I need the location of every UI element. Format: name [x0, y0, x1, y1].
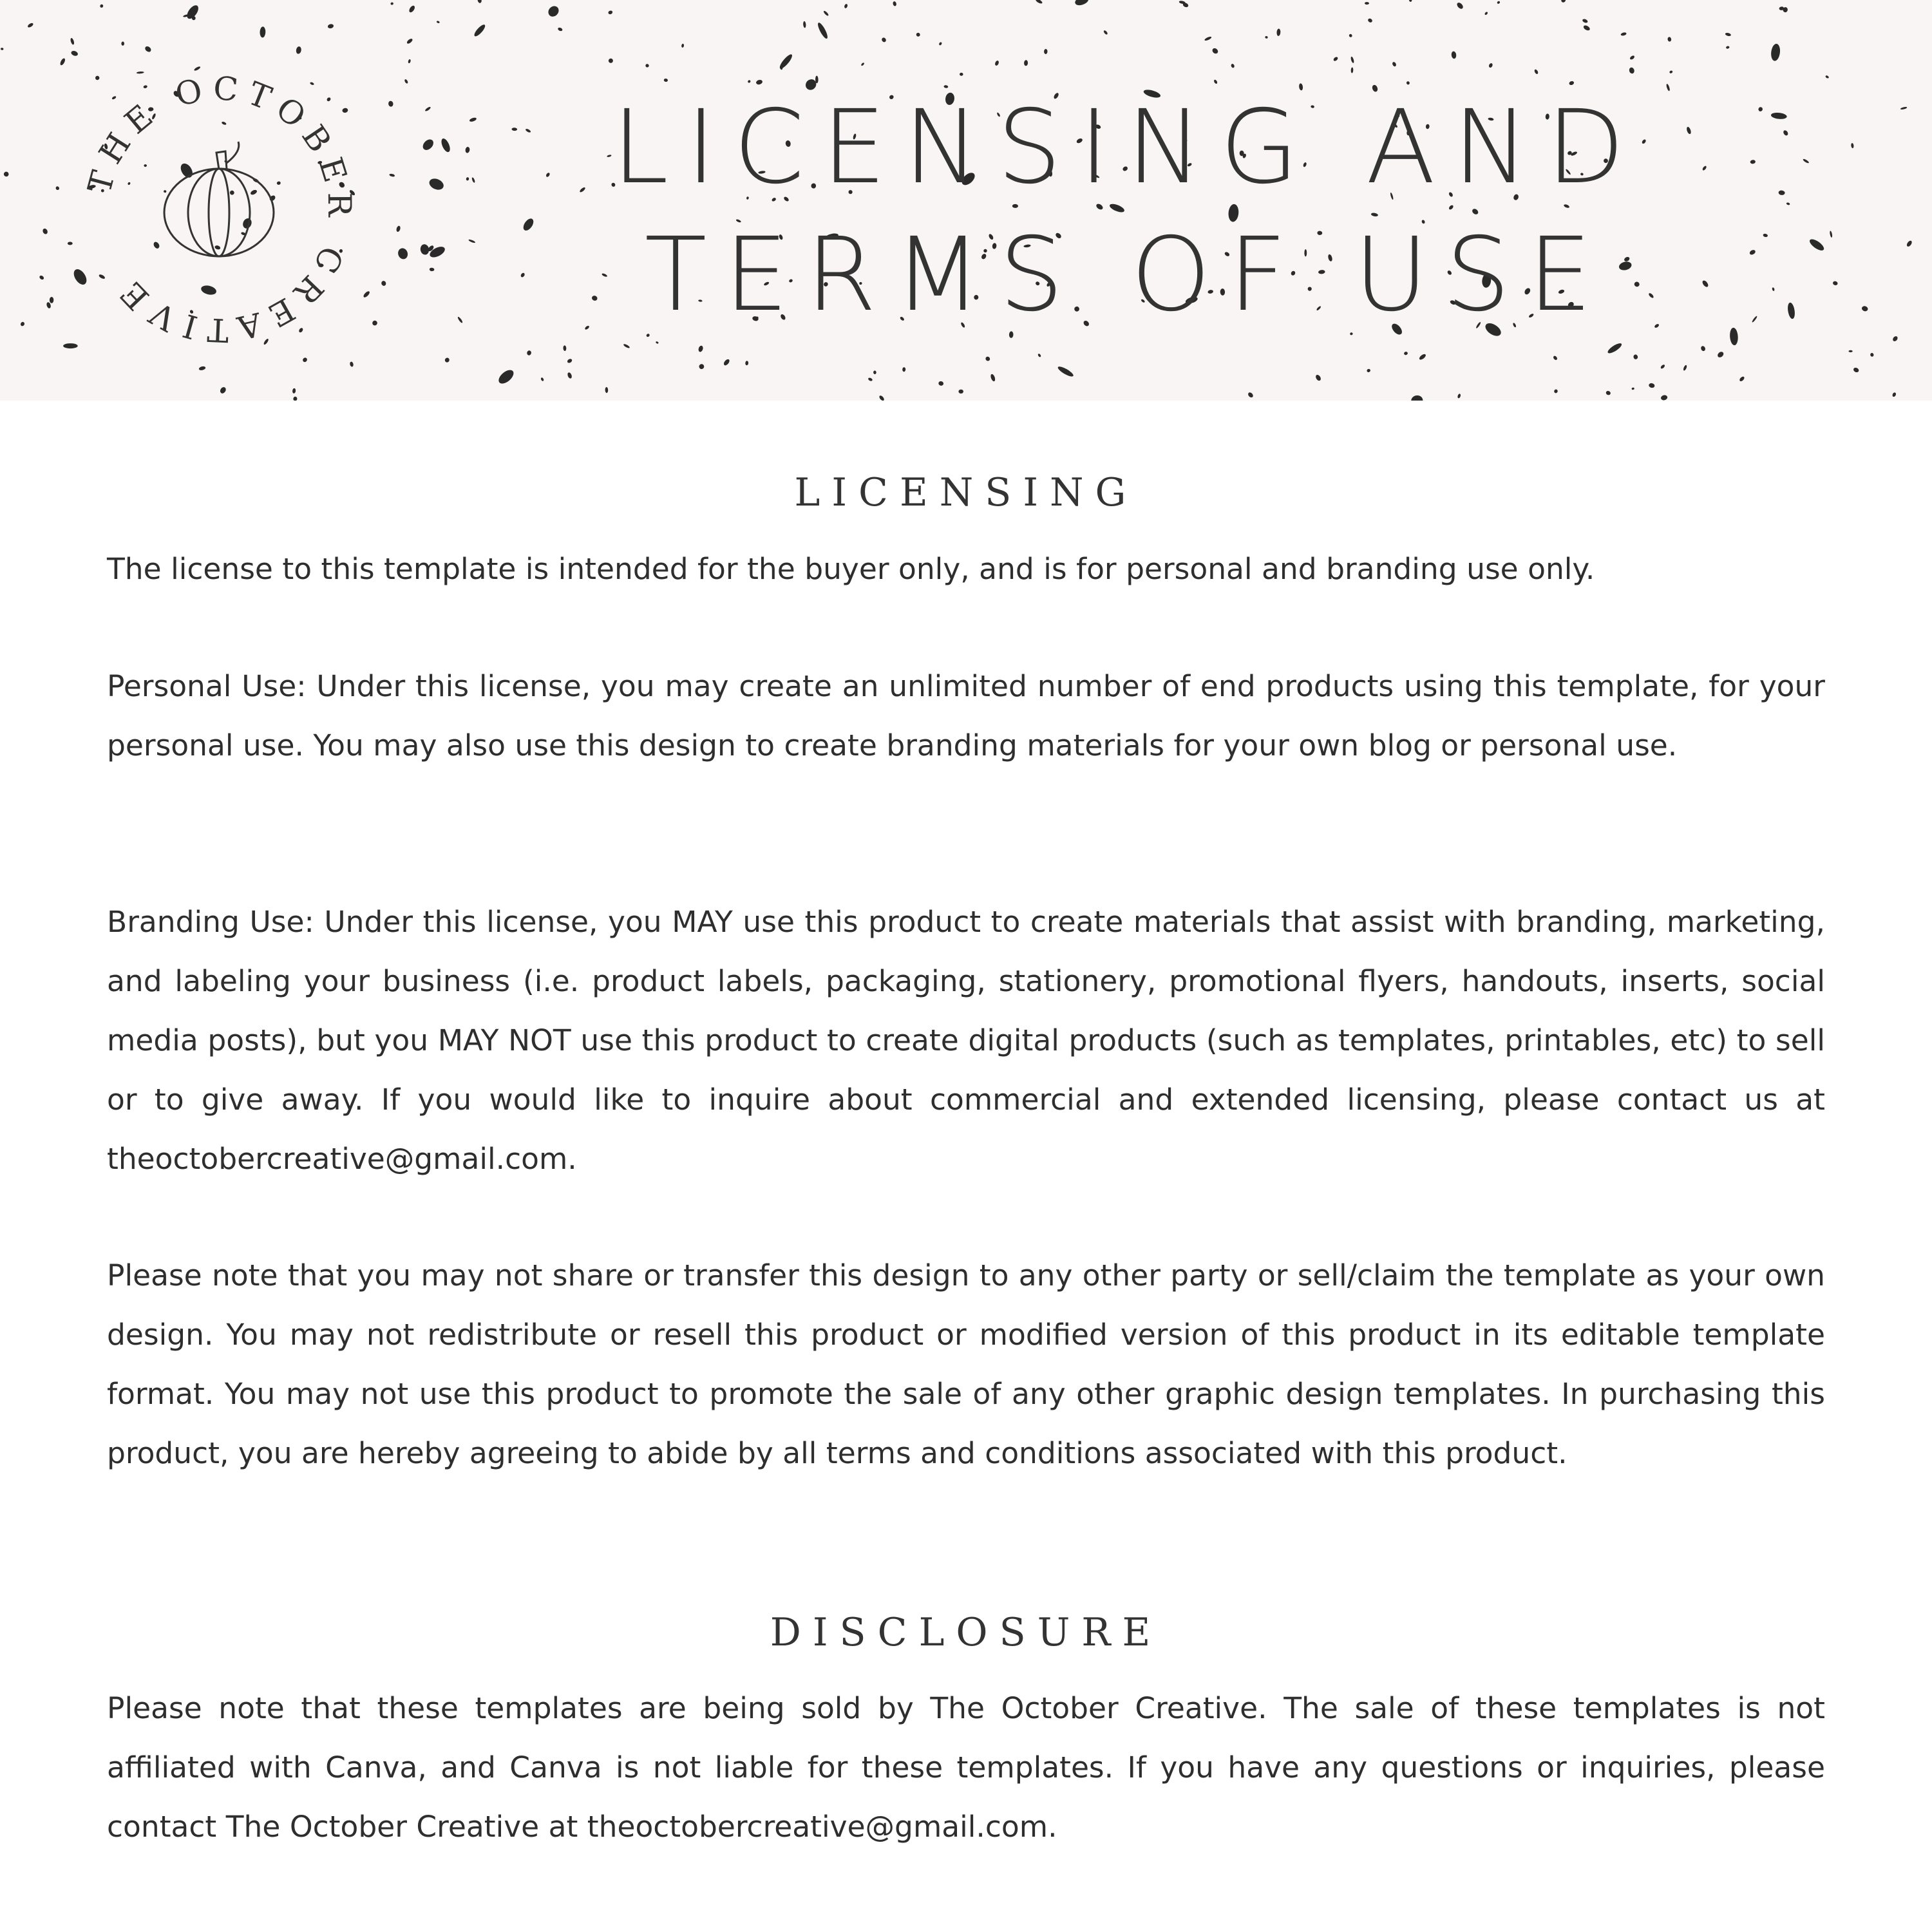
speckle	[623, 343, 630, 349]
speckle	[1778, 190, 1785, 195]
speckle	[608, 10, 613, 15]
speckle	[419, 243, 430, 256]
speckle	[1582, 18, 1588, 23]
speckle	[605, 387, 608, 393]
speckle	[1418, 353, 1426, 361]
speckle	[381, 280, 386, 287]
speckle	[219, 386, 227, 394]
speckle	[1633, 354, 1638, 360]
speckle	[803, 21, 806, 28]
speckle	[473, 23, 487, 38]
speckle	[1488, 62, 1493, 68]
speckle	[1074, 0, 1090, 7]
speckle	[1825, 75, 1830, 79]
logo	[64, 55, 374, 364]
speckle	[567, 372, 573, 379]
speckle	[390, 2, 393, 5]
speckle	[1861, 305, 1869, 312]
speckle	[3, 171, 10, 178]
speckle	[121, 41, 124, 45]
speckle	[958, 390, 963, 393]
speckle	[1332, 56, 1338, 62]
speckle	[50, 297, 53, 303]
speckle	[867, 377, 873, 382]
speckle	[457, 316, 464, 323]
title-line-1: LICENSING AND	[612, 88, 1642, 207]
speckle	[471, 177, 475, 183]
speckle	[1669, 70, 1673, 74]
speckle	[20, 321, 25, 327]
speckle	[1631, 387, 1634, 390]
speckle	[745, 361, 748, 365]
speckle	[1350, 56, 1355, 63]
speckle	[1667, 37, 1672, 42]
speckle	[1554, 389, 1558, 393]
speckle	[468, 239, 476, 243]
speckle	[1770, 43, 1781, 61]
speckle	[469, 117, 477, 122]
speckle	[990, 374, 996, 382]
speckle	[902, 367, 905, 372]
speckle	[296, 46, 302, 55]
speckle	[697, 345, 703, 353]
page-title	[515, 84, 1739, 339]
speckle	[144, 45, 153, 53]
usage-note-paragraph: Please note that you may not share or transfer this design to any other party or sell/claim the template as your own design. You may not redistribute or resell this product or modified version of this product in its editable template format. You may not use this product to promote the sale of any other graphic design templates. In purchasing this product, you are hereby agreeing to abide by all terms and conditions associated with this product.	[107, 1258, 1825, 1470]
speckle	[1808, 237, 1825, 252]
speckle	[1725, 32, 1731, 37]
speckle	[881, 37, 887, 43]
speckle	[406, 38, 413, 44]
speckle	[1750, 160, 1756, 164]
speckle	[55, 185, 60, 191]
speckle	[608, 58, 614, 64]
speckle	[70, 37, 75, 45]
speckle	[1497, 1, 1501, 5]
speckle	[396, 225, 401, 232]
speckle	[563, 345, 566, 351]
speckle	[1103, 30, 1108, 35]
speckle	[1392, 61, 1397, 67]
speckle	[421, 137, 435, 152]
speckle	[1410, 395, 1423, 401]
speckle	[1044, 49, 1048, 54]
speckle	[860, 62, 864, 66]
speckle	[1906, 240, 1913, 247]
speckle	[873, 370, 876, 374]
speckle	[1900, 106, 1908, 110]
speckle	[327, 24, 334, 29]
speckle	[1629, 67, 1635, 74]
speckle	[1456, 1, 1464, 10]
speckle	[1276, 28, 1281, 36]
speckle	[1772, 287, 1775, 291]
speckle	[436, 21, 440, 24]
speckle	[1716, 350, 1725, 358]
speckle	[1247, 392, 1255, 399]
speckle	[994, 60, 999, 66]
speckle	[1853, 367, 1860, 374]
speckle	[1204, 36, 1212, 41]
speckle	[1803, 158, 1810, 164]
speckle	[1660, 394, 1668, 401]
licensing-intro: The license to this template is intended for the buyer only, and is for personal and branding use only.	[107, 552, 1595, 586]
speckle	[1315, 374, 1322, 382]
speckle	[546, 4, 561, 19]
speckle	[292, 388, 296, 394]
speckle	[557, 27, 563, 32]
speckle	[844, 3, 848, 8]
speckle	[1870, 352, 1874, 357]
disclosure-paragraph: Please note that these templates are being sold by The October Creative. The sale of these templates is not affiliated with Canva, and Canva is not liable for these templates. If you have any questions or inquiries, please contact The October Creative at theoctobercreative@gmail.com.	[107, 1691, 1825, 1844]
personal-use-paragraph: Personal Use: Under this license, you may create an unlimited number of end products using this template, for your personal use. You may also use this design to create branding materials for your own blog or personal use.	[107, 669, 1825, 762]
speckle	[1683, 365, 1687, 371]
speckle	[1367, 368, 1371, 373]
speckle	[27, 22, 34, 28]
speckle	[477, 0, 482, 3]
speckle	[1749, 249, 1756, 256]
speckle	[1365, 2, 1369, 5]
speckle	[1851, 143, 1854, 148]
speckle	[1, 48, 4, 50]
speckle	[1367, 18, 1373, 23]
speckle	[42, 228, 48, 235]
speckle	[389, 173, 395, 177]
speckle	[428, 176, 446, 192]
speckle	[1606, 341, 1623, 355]
logo-text: THE OCTOBER CREATIVE	[80, 69, 359, 349]
speckle	[938, 42, 942, 46]
speckle	[1231, 63, 1235, 68]
speckle	[1451, 51, 1457, 59]
pumpkin-icon	[164, 142, 274, 256]
speckle	[1211, 47, 1219, 55]
speckle	[893, 1, 897, 7]
speckle	[397, 247, 410, 260]
speckle	[1350, 67, 1353, 73]
branding-use-paragraph: Branding Use: Under this license, you MAY use this product to create materials that assist with branding, marketing, and labeling your business (i.e. product labels, packaging, stationery, promotional flyers, handouts, inserts, social media posts), but you MAY NOT use this product to create digital products (such as templates, printables, etc) to sell or to give away. If you would like to inquire about commercial and extended licensing, please contact us at theoctobercreative@gmail.com.	[107, 905, 1825, 1176]
speckle	[1892, 392, 1897, 397]
speckle	[1553, 355, 1558, 361]
speckle	[465, 146, 470, 153]
speckle	[260, 26, 265, 37]
speckle	[1629, 55, 1635, 60]
speckle	[747, 80, 751, 84]
speckle	[1649, 383, 1656, 388]
speckle	[526, 350, 531, 356]
speckle	[1892, 336, 1899, 343]
speckle	[1534, 69, 1539, 75]
speckle	[444, 357, 450, 363]
speckle	[1349, 33, 1353, 38]
speckle	[1849, 350, 1853, 352]
speckle	[1583, 24, 1591, 32]
speckle	[408, 59, 411, 64]
speckle	[816, 21, 829, 39]
speckle	[39, 275, 44, 281]
speckle	[1832, 281, 1838, 286]
speckle	[540, 377, 544, 382]
speckle	[567, 358, 573, 364]
speckle	[916, 32, 921, 37]
speckle	[1457, 393, 1461, 399]
speckle	[1752, 316, 1758, 323]
speckle	[1763, 233, 1768, 238]
speckle	[1403, 351, 1408, 355]
speckle	[497, 368, 516, 386]
speckle	[1786, 202, 1790, 205]
licensing-heading: LICENSING	[794, 470, 1138, 515]
speckle	[1057, 365, 1075, 379]
speckle	[823, 10, 829, 17]
speckle	[1739, 375, 1745, 382]
speckle	[723, 358, 730, 366]
speckle	[960, 73, 963, 76]
speckle	[1265, 36, 1268, 39]
speckle	[1620, 32, 1627, 37]
speckle	[408, 5, 416, 13]
speckle	[466, 177, 469, 181]
speckle	[100, 4, 104, 8]
speckle	[1035, 0, 1043, 5]
speckle	[1830, 231, 1833, 238]
speckle	[1700, 345, 1706, 352]
speckle	[293, 397, 298, 401]
speckle	[1660, 364, 1666, 369]
speckle	[1560, 0, 1566, 3]
speckle	[1605, 390, 1611, 396]
speckle	[1409, 0, 1412, 2]
speckle	[699, 364, 704, 369]
speckle	[1037, 353, 1041, 357]
speckle	[1770, 112, 1787, 120]
speckle	[985, 355, 990, 361]
speckle	[681, 44, 685, 48]
speckle	[404, 79, 408, 84]
speckle	[938, 381, 944, 386]
svg-text:THE OCTOBER CREATIVE	[80, 70, 358, 349]
speckle	[198, 366, 206, 371]
speckle	[656, 341, 659, 345]
speckle	[430, 267, 435, 271]
speckle	[1726, 46, 1730, 49]
speckle	[440, 137, 452, 153]
speckle	[645, 63, 649, 68]
speckle	[878, 395, 885, 401]
speckle	[1024, 60, 1028, 66]
speckle	[1786, 302, 1795, 319]
disclosure-heading: DISCLOSURE	[770, 1610, 1162, 1655]
speckle	[424, 106, 431, 112]
speckle	[388, 100, 393, 107]
title-line-2: TERMS OF USE	[644, 216, 1610, 334]
speckle	[1484, 12, 1488, 15]
header-banner	[0, 0, 1932, 401]
speckle	[663, 79, 668, 82]
speckle	[1783, 129, 1789, 137]
speckle	[1757, 106, 1763, 112]
